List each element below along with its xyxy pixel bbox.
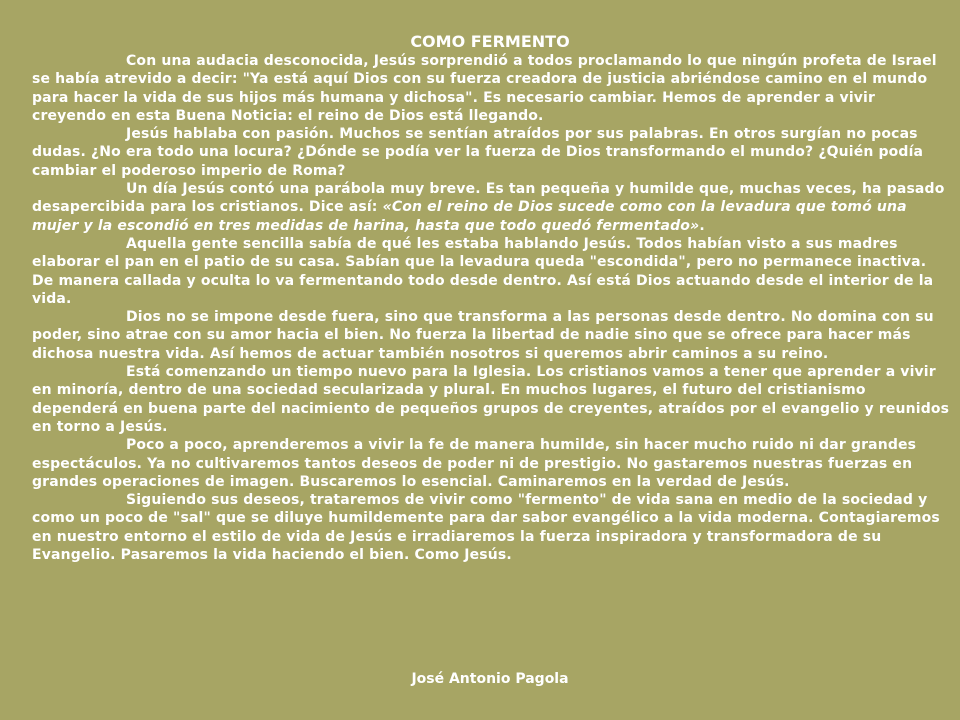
paragraph-3 <box>32 180 952 235</box>
parable-quote: «Con el reino de Dios sucede como con la levadura que tomó una mujer y la escondió en tres medidas de harina, hasta que todo quedó fermentado» <box>32 199 907 234</box>
document-title: COMO FERMENTO <box>410 32 570 51</box>
document-body <box>32 52 952 564</box>
paragraph-3-text: Un día Jesús contó una parábola muy breve. Es tan pequeña y humilde que, muchas veces, ha pasado desapercibida para los cristianos. Dice así: <box>32 181 945 216</box>
paragraph-3-after: . <box>699 217 705 234</box>
author-signature: José Antonio Pagola <box>411 671 569 687</box>
paragraph-7: Poco a poco, aprenderemos a vivir la fe de manera humilde, sin hacer mucho ruido ni dar grandes espectáculos. Ya no cultivaremos tantos deseos de poder ni de prestigio. No gastaremos nuestras fuerzas en grandes operaciones de imagen. Buscaremos lo esencial. Caminaremos en la verdad de Jesús. <box>32 437 917 490</box>
paragraph-4: Aquella gente sencilla sabía de qué les estaba hablando Jesús. Todos habían visto a sus madres elaborar el pan en el patio de su casa. Sabían que la levadura queda "escondida", pero no permanece inactiva. De manera callada y oculta lo va fermentando todo desde dentro. Así está Dios actuando desde el interior de la vida. <box>32 235 934 307</box>
paragraph-2: Jesús hablaba con pasión. Muchos se sentían atraídos por sus palabras. En otros surgían no pocas dudas. ¿No era todo una locura? ¿Dónde se podía ver la fuerza de Dios transformando el mundo? ¿Quién podía cambiar el poderoso imperio de Roma? <box>32 126 924 179</box>
paragraph-5: Dios no se impone desde fuera, sino que transforma a las personas desde dentro. No domina con su poder, sino atrae con su amor hacia el bien. No fuerza la libertad de nadie sino que se ofrece para hacer más dichosa nuestra vida. Así hemos de actuar también nosotros si queremos abrir caminos a su reino. <box>32 309 934 362</box>
paragraph-1: Con una audacia desconocida, Jesús sorprendió a todos proclamando lo que ningún profeta de Israel se había atrevido a decir: "Ya está aquí Dios con su fuerza creadora de justicia abriéndose camino en el mundo para hacer la vida de sus hijos más humana y dichosa". Es necesario cambiar. Hemos de aprender a vivir creyendo en esta Buena Noticia: el reino de Dios está llegando. <box>32 53 937 124</box>
paragraph-8: Siguiendo sus deseos, trataremos de vivir como "fermento" de vida sana en medio de la sociedad y como un poco de "sal" que se diluye humildemente para dar sabor evangélico a la vida moderna. Contagiaremos en nuestro entorno el estilo de vida de Jesús e irradiaremos la fuerza inspiradora y transformadora de su Evangelio. Pasaremos la vida haciendo el bien. Como Jesús. <box>32 492 940 564</box>
paragraph-6: Está comenzando un tiempo nuevo para la Iglesia. Los cristianos vamos a tener que aprender a vivir en minoría, dentro de una sociedad secularizada y plural. En muchos lugares, el futuro del cristianismo dependerá en buena parte del nacimiento de pequeños grupos de creyentes, atraídos por el evangelio y reunidos en torno a Jesús. <box>32 364 950 435</box>
